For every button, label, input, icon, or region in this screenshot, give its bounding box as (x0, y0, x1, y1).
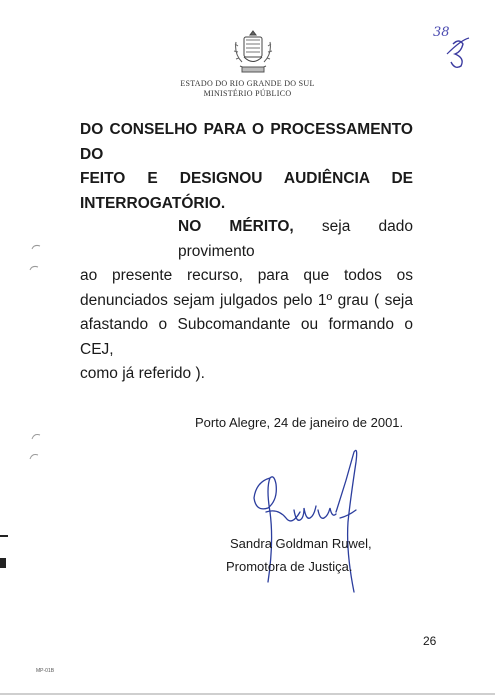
paragraph-2-line-4: afastando o Subcomandante ou formando o CEJ, (80, 316, 413, 358)
handwritten-signature (236, 448, 376, 598)
paragraph-2-line-5: como já referido ). (80, 365, 205, 382)
paragraph-2-line-3: denunciados sejam julgados pelo 1º grau ( seja (80, 291, 413, 309)
signatory-name: Sandra Goldman Ruwel, (230, 536, 372, 551)
paragraph-1-line-2: FEITO E DESIGNOU AUDIÊNCIA DE (80, 170, 413, 187)
state-coat-of-arms-icon (230, 28, 276, 76)
folio-number: 38 (433, 25, 450, 40)
header-office: MINISTÉRIO PÚBLICO (203, 89, 292, 98)
date-line: Porto Alegre, 24 de janeiro de 2001. (195, 415, 404, 430)
paragraph-1-line-1: DO CONSELHO PARA O PROCESSAMENTO DO (80, 121, 413, 163)
paragraph-1 (80, 118, 413, 216)
punch-hole-mark-icon (28, 262, 40, 274)
punch-hole-mark-icon (30, 432, 42, 444)
merit-heading: NO MÉRITO, (178, 218, 294, 235)
paragraph-1-line-3: INTERROGATÓRIO. (80, 194, 226, 212)
punch-hole-mark-icon (30, 243, 42, 255)
paragraph-2-line-1 (80, 215, 413, 264)
paragraph-2 (80, 215, 413, 387)
folio-mark-icon (425, 14, 485, 70)
scan-bottom-edge (0, 693, 495, 695)
punch-hole-mark-icon (28, 452, 40, 464)
form-code: MP-01B (36, 668, 55, 674)
header-state: ESTADO DO RIO GRANDE DO SUL (180, 79, 315, 88)
signatory-role: Promotora de Justiça. (226, 559, 353, 574)
edge-mark (0, 558, 6, 568)
paragraph-2-line-2: ao presente recurso, para que todos os (80, 267, 413, 284)
paragraph-2-line-1-rest: seja dado provimento (178, 218, 414, 260)
edge-mark (0, 535, 8, 537)
page-number: 26 (423, 634, 437, 648)
